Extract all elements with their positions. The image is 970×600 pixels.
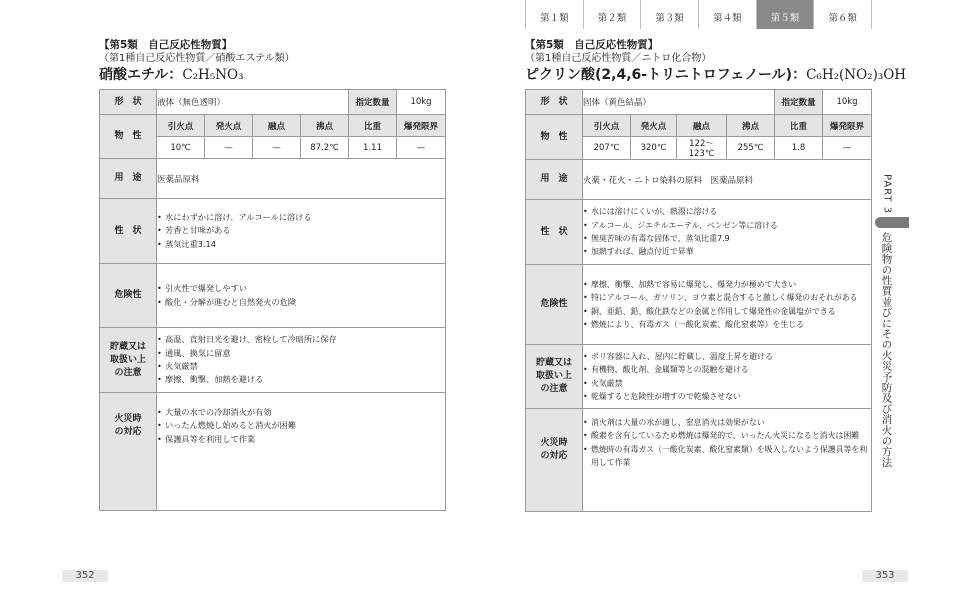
right-storage-content bbox=[583, 345, 872, 409]
left-substance-name: 硝酸エチル：C₂H₅NO₃ bbox=[99, 67, 244, 83]
left-prop-value: 1.11 bbox=[349, 137, 397, 159]
right-substance-name: ピクリン酸(2,4,6-トリニトロフェノール)：C₆H₂(NO₂)₃OH bbox=[525, 67, 907, 83]
list-item: • 無臭苦味の有毒な固体で、蒸気比重7.9 bbox=[583, 232, 871, 245]
tab-class-5[interactable]: 第５類 bbox=[756, 0, 815, 29]
right-storage-label: 貯蔵又は取扱い上の注意 bbox=[526, 345, 583, 409]
left-designated-value: 10kg bbox=[397, 90, 446, 115]
list-item: • ポリ容器に入れ、屋内に貯蔵し、温度上昇を避ける bbox=[583, 350, 871, 363]
right-prop-value: 255℃ bbox=[727, 137, 775, 160]
list-item: • 銅、亜鉛、鉛、酸化鉄などの金属と作用して爆発性の金属塩ができる bbox=[583, 305, 871, 318]
left-prop-header: 爆発限界 bbox=[397, 115, 446, 137]
part-label: PART 3 bbox=[881, 174, 893, 215]
left-prop-value: 10℃ bbox=[157, 137, 205, 159]
left-category: 【第5類 自己反応性物質】 bbox=[99, 39, 233, 51]
tab-class-1[interactable]: 第１類 bbox=[525, 0, 584, 29]
list-item: • 消火剤は大量の水が適し、窒息消火は効果がない bbox=[583, 416, 871, 429]
list-item: • 水には溶けにくいが、熱湯に溶ける bbox=[583, 205, 871, 218]
part-marker bbox=[875, 217, 909, 228]
list-item: • 酸素を含有しているため燃焼は爆発的で、いったん火災になると消火は困難 bbox=[583, 429, 871, 442]
right-prop-value: 122～123℃ bbox=[677, 137, 727, 160]
right-form-label: 形 状 bbox=[526, 90, 583, 115]
list-item: • アルコール、ジエチルエーテル、ベンゼン等に溶ける bbox=[583, 219, 871, 232]
left-fire-content bbox=[157, 393, 446, 511]
right-prop-value: 207℃ bbox=[583, 137, 631, 160]
left-designated-label: 指定数量 bbox=[349, 90, 397, 115]
left-prop-header: 発火点 bbox=[205, 115, 253, 137]
left-formula: C₂H₅NO₃ bbox=[182, 67, 244, 83]
right-prop-header: 融点 bbox=[677, 115, 727, 137]
right-page-number: 353 bbox=[862, 570, 908, 582]
right-form-value: 固体（黄色結晶） bbox=[583, 90, 775, 115]
left-fire-label: 火災時の対応 bbox=[100, 393, 157, 511]
right-prop-header: 比重 bbox=[775, 115, 823, 137]
list-item: • 火気厳禁 bbox=[157, 360, 445, 373]
left-page-number: 352 bbox=[62, 570, 108, 582]
left-prop-header: 沸点 bbox=[301, 115, 349, 137]
chapter-tabs bbox=[525, 0, 871, 29]
list-item: • 通風、換気に留意 bbox=[157, 347, 445, 360]
list-item: • 乾燥すると危険性が増すので乾燥させない bbox=[583, 390, 871, 403]
list-item: • 燃焼により、有毒ガス（一酸化炭素、酸化窒素等）を生じる bbox=[583, 318, 871, 331]
list-item: • 摩擦、衝撃、加熱を避ける bbox=[157, 373, 445, 386]
right-substance-table bbox=[525, 89, 872, 512]
left-nature-label: 性 状 bbox=[100, 199, 157, 264]
left-prop-value: 87.2℃ bbox=[301, 137, 349, 159]
left-use-label: 用 途 bbox=[100, 159, 157, 199]
right-properties-label: 物 性 bbox=[526, 115, 583, 160]
list-item: • 加熱すれば、融点付近で昇華 bbox=[583, 245, 871, 258]
list-item: • 特にアルコール、ガソリン、ヨウ素と混合すると激しく爆発のおそれがある bbox=[583, 291, 871, 304]
right-subcategory: （第1種自己反応性物質／ニトロ化合物） bbox=[525, 53, 712, 64]
list-item: • 引火性で爆発しやすい bbox=[157, 282, 445, 295]
left-form-label: 形 状 bbox=[100, 90, 157, 115]
right-fire-content bbox=[583, 409, 872, 512]
list-item: • 水にわずかに溶け、アルコールに溶ける bbox=[157, 211, 445, 224]
list-item: • 摩擦、衝撃、加熱で容易に爆発し、爆発力が極めて大きい bbox=[583, 278, 871, 291]
tab-class-4[interactable]: 第４類 bbox=[698, 0, 757, 29]
right-prop-value: — bbox=[823, 137, 872, 160]
left-storage-label: 貯蔵又は取扱い上の注意 bbox=[100, 328, 157, 393]
list-item: • 大量の水での冷却消火が有効 bbox=[157, 406, 445, 419]
right-prop-header: 発火点 bbox=[631, 115, 677, 137]
right-fire-label: 火災時の対応 bbox=[526, 409, 583, 512]
left-danger-content bbox=[157, 264, 446, 328]
right-nature-content bbox=[583, 200, 872, 265]
tab-class-6[interactable]: 第６類 bbox=[813, 0, 872, 29]
left-prop-value: — bbox=[397, 137, 446, 159]
right-prop-value: 320℃ bbox=[631, 137, 677, 160]
right-prop-header: 爆発限界 bbox=[823, 115, 872, 137]
left-prop-header: 引火点 bbox=[157, 115, 205, 137]
tab-class-2[interactable]: 第２類 bbox=[583, 0, 642, 29]
right-heading bbox=[525, 38, 906, 85]
right-prop-header: 沸点 bbox=[727, 115, 775, 137]
left-subcategory: （第1種自己反応性物質／硝酸エステル類） bbox=[99, 53, 295, 64]
list-item: • 火気厳禁 bbox=[583, 377, 871, 390]
right-prop-header: 引火点 bbox=[583, 115, 631, 137]
list-item: • 高温、直射日光を避け、密栓して冷暗所に保存 bbox=[157, 333, 445, 346]
left-properties-label: 物 性 bbox=[100, 115, 157, 159]
right-nature-label: 性 状 bbox=[526, 200, 583, 265]
right-prop-value: 1.8 bbox=[775, 137, 823, 160]
right-category: 【第5類 自己反応性物質】 bbox=[525, 39, 659, 51]
left-substance-table bbox=[99, 89, 446, 511]
list-item: • 燃焼時の有毒ガス（一酸化炭素、酸化窒素類）を吸入しないよう保護具等を利用して作業 bbox=[583, 443, 871, 470]
list-item: • 保護具等を利用して作業 bbox=[157, 433, 445, 446]
left-use-value: 医薬品原料 bbox=[157, 159, 446, 199]
left-storage-content bbox=[157, 328, 446, 393]
left-heading bbox=[99, 38, 295, 85]
right-designated-value: 10kg bbox=[823, 90, 872, 115]
right-designated-label: 指定数量 bbox=[775, 90, 823, 115]
list-item: • 蒸気比重3.14 bbox=[157, 238, 445, 251]
list-item: • 酸化・分解が進むと自然発火の危険 bbox=[157, 296, 445, 309]
left-prop-header: 比重 bbox=[349, 115, 397, 137]
list-item: • 有機物、酸化剤、金属類等との混触を避ける bbox=[583, 363, 871, 376]
left-danger-label: 危険性 bbox=[100, 264, 157, 328]
left-prop-header: 融点 bbox=[253, 115, 301, 137]
right-formula: C₆H₂(NO₂)₃OH bbox=[806, 67, 907, 83]
right-use-value: 火薬・花火・ニトロ染料の原料 医薬品原料 bbox=[583, 160, 872, 200]
tab-class-3[interactable]: 第３類 bbox=[640, 0, 699, 29]
left-prop-value: — bbox=[205, 137, 253, 159]
left-prop-value: — bbox=[253, 137, 301, 159]
right-use-label: 用 途 bbox=[526, 160, 583, 200]
right-danger-content bbox=[583, 265, 872, 345]
list-item: • いったん燃焼し始めると消火が困難 bbox=[157, 419, 445, 432]
list-item: • 芳香と甘味がある bbox=[157, 224, 445, 237]
left-nature-content bbox=[157, 199, 446, 264]
chapter-side-title: 危険物の性質並びにその火災予防及び消火の方法 bbox=[880, 232, 893, 468]
left-form-value: 液体（無色透明） bbox=[157, 90, 349, 115]
right-danger-label: 危険性 bbox=[526, 265, 583, 345]
